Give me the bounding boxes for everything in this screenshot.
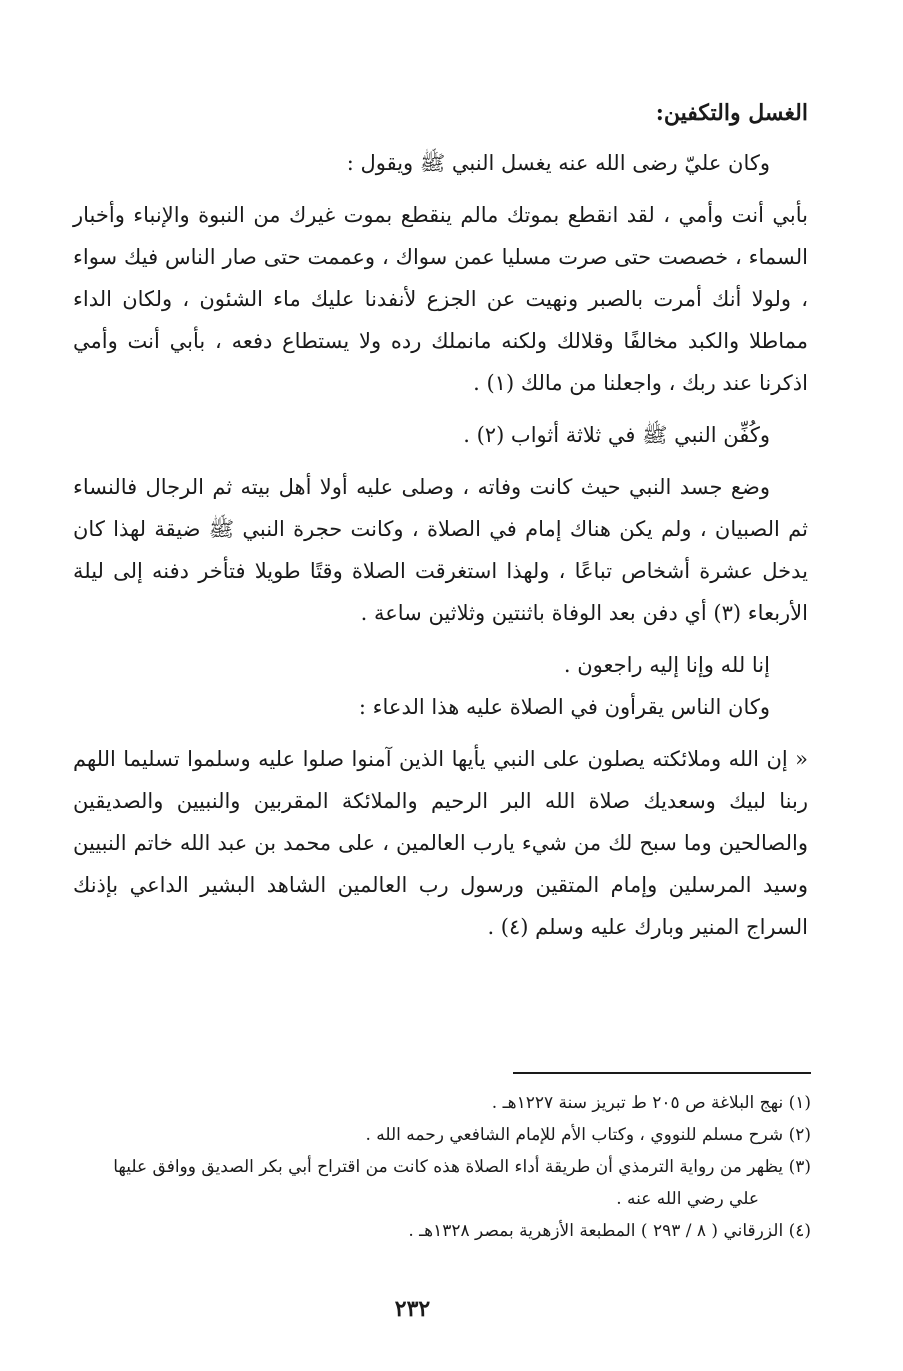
paragraph-eulogy: بأبي أنت وأمي ، لقد انقطع بموتك مالم ينقطع بموت غيرك من النبوة والإنباء وأخبار السماء ، خصصت حتى صرت مسليا عمن سواك ، وعممت حتى صار الناس فيك سواء ، ولولا أنك أمرت بالصبر ونهيت عن الجزع لأنفدنا عليك ماء الشئون ، ولكان الداء مماطلا والكبد مخالفًا وقلالك ولكنه مانملك رده ولا يستطاع دفعه ، بأبي أنت وأمي اذكرنا عند ربك ، واجعلنا من مالك (١) . <box>73 203 808 395</box>
paragraph-intro: وكان عليّ رضى الله عنه يغسل النبي ﷺ ويقول : <box>346 151 770 175</box>
section-heading: الغسل والتكفين: <box>655 100 808 126</box>
footnote-4: (٤) الزرقاني ( ٨ / ٢٩٣ ) المطبعة الأزهرية بمصر ١٣٢٨هـ . <box>408 1221 811 1241</box>
footnotes <box>71 1088 811 1248</box>
footnote-divider <box>513 1072 811 1074</box>
main-text <box>73 92 808 948</box>
paragraph-prayer: وضع جسد النبي حيث كانت وفاته ، وصلى عليه أولا أهل بيته ثم الرجال فالنساء ثم الصبيان ، ولم يكن هناك إمام في الصلاة ، وكانت حجرة النبي ﷺ ضيقة لهذا كان يدخل عشرة أشخاص تباعًا ، ولهذا استغرقت الصلاة وقتًا طويلا فتأخر دفنه إلى ليلة الأربعاء (٣) أي دفن بعد الوفاة باثنتين وثلاثين ساعة . <box>73 475 808 625</box>
footnote-1: (١) نهج البلاغة ص ٢٠٥ ط تبريز سنة ١٢٢٧هـ . <box>491 1093 811 1113</box>
page-number: ٢٣٢ <box>394 1296 431 1322</box>
footnote-3: (٣) يظهر من رواية الترمذي أن طريقة أداء الصلاة هذه كانت من اقتراح أبي بكر الصديق ووافق عليها <box>113 1157 811 1177</box>
paragraph-dua-intro: وكان الناس يقرأون في الصلاة عليه هذا الدعاء : <box>358 695 770 719</box>
footnote-3-continued: علي رضي الله عنه . <box>616 1189 759 1209</box>
paragraph-istirja: إنا لله وإنا إليه راجعون . <box>563 653 770 677</box>
footnote-2: (٢) شرح مسلم للنووي ، وكتاب الأم للإمام الشافعي رحمه الله . <box>365 1125 811 1145</box>
paragraph-shroud: وكُفِّن النبي ﷺ في ثلاثة أثواب (٢) . <box>463 423 770 447</box>
paragraph-dua: « إن الله وملائكته يصلون على النبي يأيها الذين آمنوا صلوا عليه وسلموا تسليما اللهم ربنا لبيك وسعديك صلاة الله البر الرحيم والملائكة المقربين والنبيين والصديقين والصالحين وما سبح لك من شيء يارب العالمين ، على محمد بن عبد الله خاتم النبيين وسيد المرسلين وإمام المتقين ورسول رب العالمين الشاهد البشير الداعي بإذنك السراج المنير وبارك عليه وسلم (٤) . <box>73 747 808 939</box>
